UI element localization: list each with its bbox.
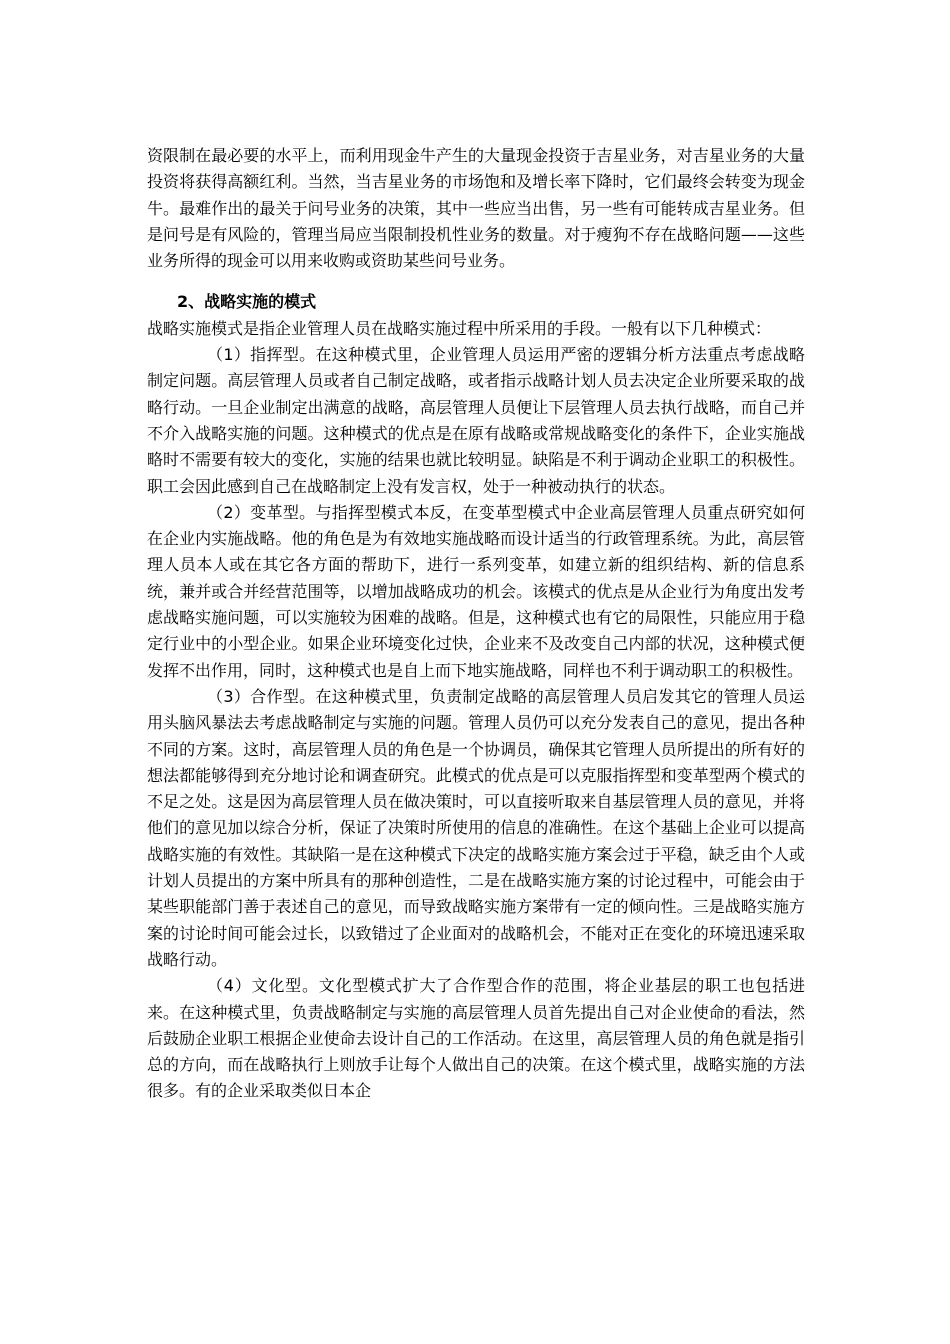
paragraph-cultural-mode: （4）文化型。文化型模式扩大了合作型合作的范围，将企业基层的职工也包括进来。在这种模式里，负责战略制定与实施的高层管理人员首先提出自己对企业使命的看法，然后鼓励企业职工根据企业使命去设计自己的工作活动。在这里，高层管理人员的角色就是指引总的方向，而在战略执行上则放手让每个人做出自己的决策。在这个模式里，战略实施的方法很多。有的企业采取类似日本企: [147, 976, 805, 1101]
paragraph-change-mode: （2）变革型。与指挥型模式本反，在变革型模式中企业高层管理人员重点研究如何在企业内实施战略。他的角色是为有效地实施战略而设计适当的行政管理系统。为此，高层管理人员本人或在其它各方面的帮助下，进行一系列变革，如建立新的组织结构、新的信息系统，兼并或合并经营范围等，以增加战略成功的机会。该模式的优点是从企业行为角度出发考虑战略实施问题，可以实施较为困难的战略。但是，这种模式也有它的局限性，只能应用于稳定行业中的小型企业。如果企业环境变化过快，企业来不及改变自己内部的状况，这种模式便发挥不出作用，同时，这种模式也是自上而下地实施战略，同样也不利于调动职工的积极性。: [147, 502, 805, 680]
paragraph-directive-mode: （1）指挥型。在这种模式里，企业管理人员运用严密的逻辑分析方法重点考虑战略制定问题。高层管理人员或者自己制定战略，或者指示战略计划人员去决定企业所要采取的战略行动。一旦企业制定出满意的战略，高层管理人员便让下层管理人员去执行战略，而自己并不介入战略实施的问题。这种模式的优点是在原有战略或常规战略变化的条件下，企业实施战略时不需要有较大的变化，实施的结果也就比较明显。缺陷是不利于调动企业职工的积极性。职工会因此感到自己在战略制定上没有发言权，处于一种被动执行的状态。: [147, 345, 805, 496]
section-intro-paragraph: 战略实施模式是指企业管理人员在战略实施过程中所采用的手段。一般有以下几种模式：: [147, 318, 772, 338]
paragraph-cooperative-mode: （3）合作型。在这种模式里，负责制定战略的高层管理人员启发其它的管理人员运用头脑风暴法去考虑战略制定与实施的问题。管理人员仍可以充分发表自己的意见，提出各种不同的方案。这时，高层管理人员的角色是一个协调员，确保其它管理人员所提出的所有好的想法都能够得到充分地讨论和调查研究。此模式的优点是可以克服指挥型和变革型两个模式的不足之处。这是因为高层管理人员在做决策时，可以直接听取来自基层管理人员的意见，并将他们的意见加以综合分析，保证了决策时所使用的信息的准确性。在这个基础上企业可以提高战略实施的有效性。其缺陷一是在这种模式下决定的战略实施方案会过于平稳，缺乏由个人或计划人员提出的方案中所具有的那种创造性，二是在战略实施方案的讨论过程中，可能会由于某些职能部门善于表述自己的意见，而导致战略实施方案带有一定的倾向性。三是战略实施方案的讨论时间可能会过长，以致错过了企业面对的战略机会，不能对正在变化的环境迅速采取战略行动。: [147, 686, 805, 969]
document-page: [147, 143, 805, 1105]
section-heading: 2、战略实施的模式: [177, 292, 317, 312]
intro-paragraph: 资限制在最必要的水平上，而利用现金牛产生的大量现金投资于吉星业务，对吉星业务的大量投资将获得高额红利。当然，当吉星业务的市场饱和及增长率下降时，它们最终会转变为现金牛。最难作出的最关于问号业务的决策，其中一些应当出售，另一些有可能转成吉星业务。但是问号是有风险的，管理当局应当限制投机性业务的数量。对于瘦狗不存在战略问题——这些业务所得的现金可以用来收购或资助某些问号业务。: [147, 146, 805, 271]
